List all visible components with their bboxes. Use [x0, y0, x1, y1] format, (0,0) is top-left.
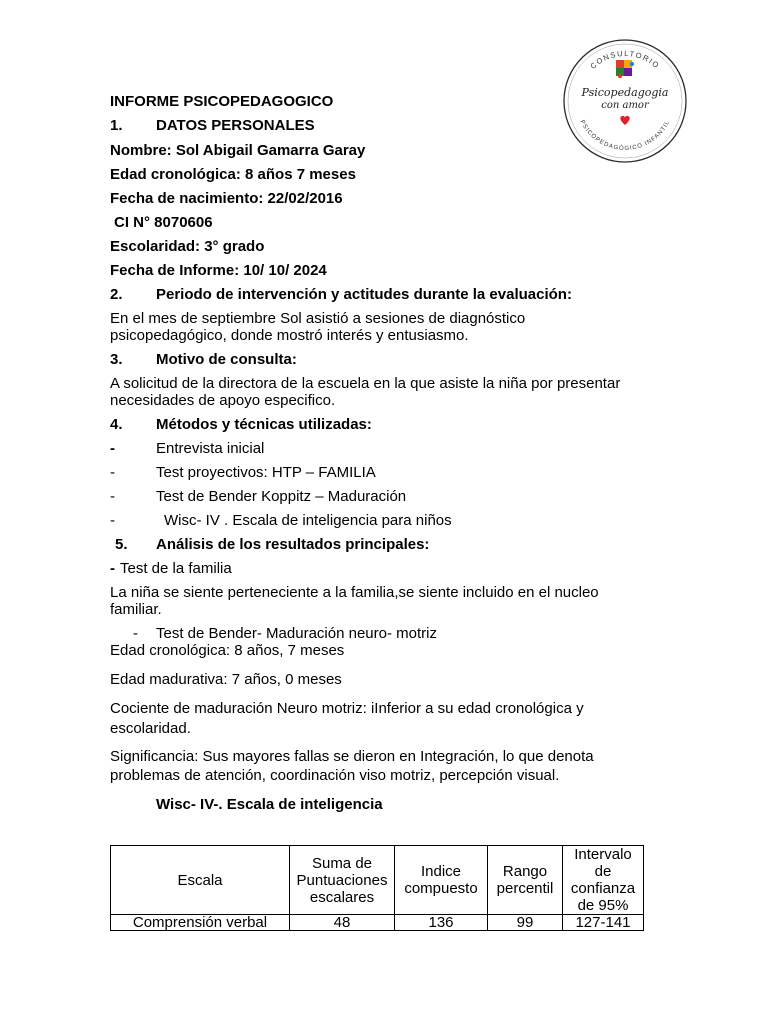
significance-line2: problemas de atención, coordinación viso motriz, percepción visual. [110, 767, 560, 784]
wisc-section-title: Wisc- IV-. Escala de inteligencia [156, 796, 383, 813]
report-title: INFORME PSICOPEDAGOGICO [110, 93, 334, 110]
table-header-row [111, 846, 644, 915]
id-number: CI N° 8070606 [114, 214, 213, 231]
method-item: Wisc- IV . Escala de inteligencia para niños [164, 512, 452, 529]
bender-dash: - [133, 625, 138, 642]
header-line: Rango [502, 863, 548, 880]
family-test-line2: familiar. [110, 601, 162, 618]
header-line: de [594, 863, 612, 880]
header-line: Puntuaciones [296, 871, 388, 889]
logo-top-text: CONSULTORIO [588, 48, 662, 71]
table-row [111, 915, 644, 931]
school-grade: Escolaridad: 3° grado [110, 238, 265, 255]
section-3-number: 3. [110, 351, 123, 368]
section-4-number: 4. [110, 416, 123, 433]
significance-line1: Significancia: Sus mayores fallas se dieron en Integración, lo que denota [110, 748, 594, 765]
section-2-number: 2. [110, 286, 123, 303]
section-4-title: Métodos y técnicas utilizadas: [156, 416, 372, 433]
method-item: Entrevista inicial [156, 440, 265, 457]
puzzle-icon [616, 60, 634, 78]
logo-script-line2: con amor [601, 100, 649, 111]
family-test-dash: - [110, 560, 115, 577]
bender-title: Test de Bender- Maduración neuro- motriz [156, 625, 437, 642]
patient-name: Nombre: Sol Abigail Gamarra Garay [110, 142, 366, 159]
table-cell: 136 [395, 915, 488, 931]
chronological-age: Edad cronológica: 8 años 7 meses [110, 166, 356, 183]
coefficient-line1: Cociente de maduración Neuro motriz: iInferior a su edad cronológica y [110, 700, 584, 717]
header-line: Suma de [311, 854, 373, 872]
report-date: Fecha de Informe: 10/ 10/ 2024 [110, 262, 327, 279]
family-test-line1: La niña se siente perteneciente a la familia,se siente incluido en el nucleo [110, 584, 599, 601]
table-cell: 48 [290, 915, 395, 931]
header-line: Indice [420, 863, 462, 880]
section-3-title: Motivo de consulta: [156, 351, 297, 368]
section-1-number: 1. [110, 117, 123, 134]
section-2-text-line2: psicopedagógico, donde mostró interés y entusiasmo. [110, 327, 469, 344]
table-cell: 99 [488, 915, 563, 931]
table-cell: 127-141 [563, 915, 644, 931]
table-header-indice [395, 846, 488, 915]
table-header-rango [488, 846, 563, 915]
section-2-title: Periodo de intervención y actitudes durante la evaluación: [156, 286, 572, 303]
list-item-dash: - [110, 488, 115, 505]
list-item-dash: - [110, 464, 115, 481]
header-line: Escala [177, 871, 223, 889]
header-line: confianza [570, 880, 636, 897]
header-line: compuesto [404, 880, 478, 897]
table-cell: Comprensión verbal [111, 915, 290, 931]
section-3-text-line1: A solicitud de la directora de la escuela en la que asiste la niña por presentar [110, 375, 621, 392]
table-header-intervalo [563, 846, 644, 915]
consultorio-logo [562, 38, 688, 164]
table-header-suma [290, 846, 395, 915]
header-line: escalares [309, 888, 375, 906]
bender-chronological-age: Edad cronológica: 8 años, 7 meses [110, 642, 345, 659]
coefficient-line2: escolaridad. [110, 720, 191, 737]
bender-maturational-age: Edad madurativa: 7 años, 0 meses [110, 671, 342, 688]
method-item: Test proyectivos: HTP – FAMILIA [156, 464, 376, 481]
section-5-number: 5. [115, 536, 128, 553]
header-line: Intervalo [574, 846, 632, 863]
section-2-text-line1: En el mes de septiembre Sol asistió a sesiones de diagnóstico [110, 310, 526, 327]
section-3-text-line2: necesidades de apoyo especifico. [110, 392, 336, 409]
birth-date: Fecha de nacimiento: 22/02/2016 [110, 190, 343, 207]
section-5-title: Análisis de los resultados principales: [156, 536, 430, 553]
logo-bottom-text: PSICOPEDAGÓGICO INFANTIL [578, 119, 672, 153]
section-1-title: DATOS PERSONALES [156, 117, 315, 134]
logo-script-line1: Psicopedagogia [581, 86, 669, 99]
family-test-title: Test de la familia [120, 560, 232, 577]
header-line: de 95% [577, 897, 629, 914]
header-line: percentil [496, 880, 554, 897]
method-item: Test de Bender Koppitz – Maduración [156, 488, 407, 505]
wisc-results-table [110, 845, 644, 931]
list-item-dash: - [110, 440, 115, 457]
table-header-escala [111, 846, 290, 915]
list-item-dash: - [110, 512, 115, 529]
